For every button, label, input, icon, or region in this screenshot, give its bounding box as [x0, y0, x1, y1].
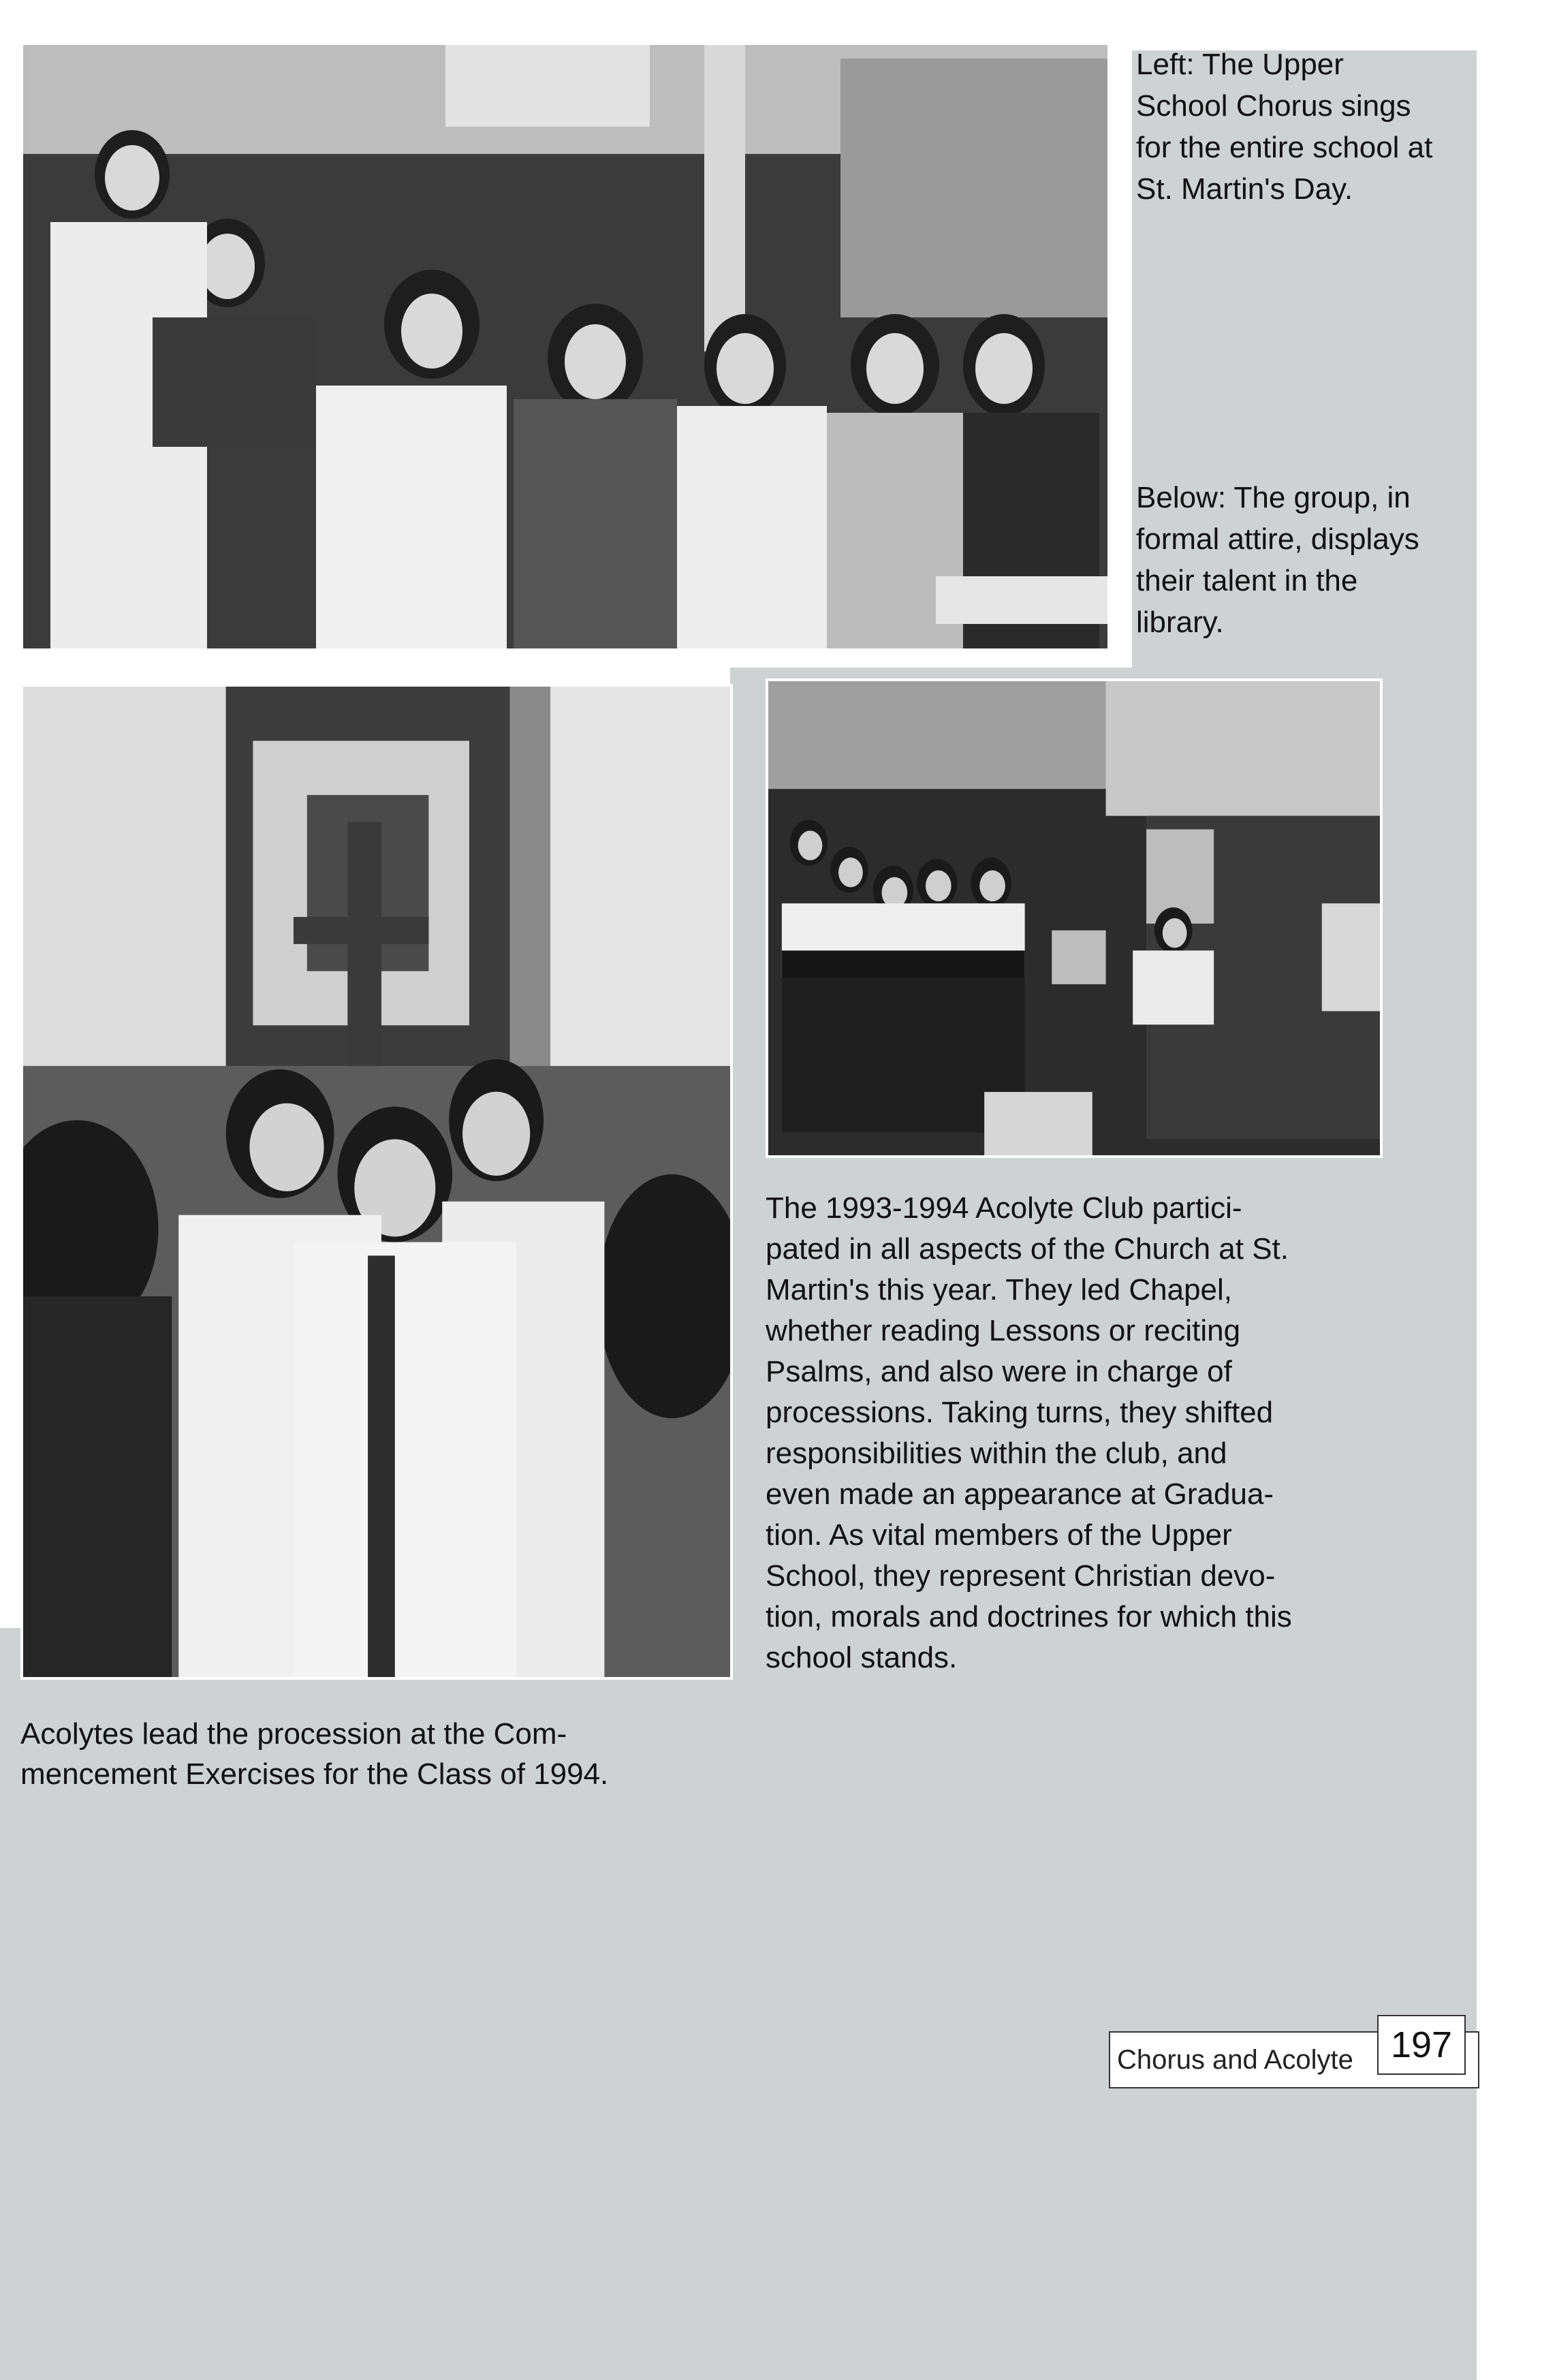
section-label: Chorus and Acolyte [1117, 2045, 1353, 2075]
acolytes-photo [20, 684, 733, 1680]
library-photo [766, 678, 1383, 1158]
acolytes-caption: Acolytes lead the procession at the Com- mencement Exercises for the Class of 1994. [20, 1717, 609, 1791]
page-number: 197 [1377, 2015, 1466, 2075]
acolyte-club-article: The 1993-1994 Acolyte Club partici- pated in all aspects of the Church at St. Martin's this year. They led Chapel, whether reading Lessons or reciting Psalms, and also were in charge of processions. Taking turns, they shifted responsibilities within the club, and even made an appearance at Gradua- tion. As vital members of the Upper School, they represent Christian devo- tion, morals and doctrines for which this school stands. [766, 1191, 1292, 1674]
chorus-caption-left: Left: The Upper School Chorus sings for the entire school at St. Martin's Day. [1136, 48, 1433, 206]
chorus-caption-below: Below: The group, in formal attire, displays their talent in the library. [1136, 481, 1419, 639]
chorus-photo [23, 45, 1107, 648]
